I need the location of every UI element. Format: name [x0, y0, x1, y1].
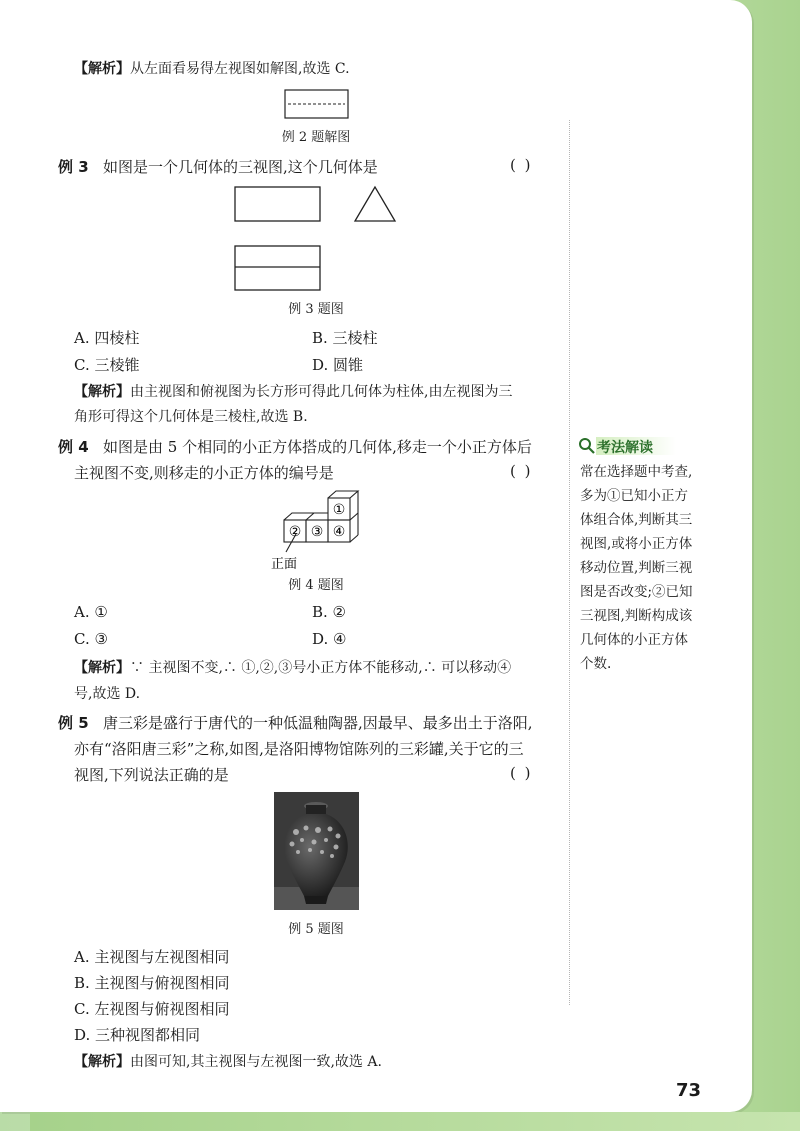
option-d: D. 三种视图都相同	[74, 1026, 201, 1044]
vase-photo	[274, 792, 359, 910]
sidebar-line: 体组合体,判断其三	[580, 512, 693, 528]
front-label: 正面	[271, 557, 298, 572]
answer-paren: ( )	[510, 764, 533, 782]
example-3-solution	[74, 381, 512, 401]
column-divider	[569, 120, 570, 1005]
sidebar-line: 三视图,判断构成该	[580, 608, 693, 624]
solution-line: 角形可得这个几何体是三棱柱,故选 B.	[74, 409, 308, 425]
front-view	[235, 187, 320, 221]
sidebar-line: 图是否改变;②已知	[580, 584, 693, 600]
sidebar-line: 几何体的小正方体	[580, 632, 688, 648]
question-text: 如图是一个几何体的三视图,这个几何体是	[102, 158, 378, 176]
figure-caption: 例 5 题图	[288, 922, 344, 937]
solution-line: 号,故选 D.	[74, 686, 141, 702]
option-c: C. 三棱锥	[74, 356, 140, 374]
option-a: A. 四棱柱	[74, 329, 140, 347]
side-view	[355, 187, 395, 221]
question-line: 视图,下列说法正确的是	[74, 766, 229, 784]
example-number: 例 5	[58, 714, 89, 732]
left-view-figure	[284, 89, 350, 121]
option-a: A. ①	[74, 603, 108, 621]
solution-label: 【解析】	[74, 384, 130, 400]
option-b: B. 三棱柱	[312, 329, 378, 347]
solution-text: 从左面看易得左视图如解图,故选 C.	[130, 61, 350, 77]
question-line: 主视图不变,则移走的小正方体的编号是	[74, 464, 334, 482]
cube-label: ②	[288, 524, 302, 540]
sidebar-line: 多为①已知小正方	[580, 488, 688, 504]
cube-label: ①	[332, 502, 346, 518]
sidebar-line: 视图,或将小正方体	[580, 536, 693, 552]
top-view	[235, 246, 320, 290]
figure-caption: 例 4 题图	[288, 578, 344, 593]
solution-text: 由图可知,其主视图与左视图一致,故选 A.	[130, 1054, 382, 1070]
option-a: A. 主视图与左视图相同	[74, 948, 230, 966]
answer-paren: ( )	[510, 462, 533, 480]
sidebar-line: 移动位置,判断三视	[580, 560, 693, 576]
question-line: 亦有“洛阳唐三彩”之称,如图,是洛阳博物馆陈列的三彩罐,关于它的三	[74, 740, 524, 758]
tri-color-jar-image	[274, 792, 359, 910]
cube-label: ③	[310, 524, 324, 540]
figure-caption: 例 3 题图	[288, 302, 344, 317]
option-c: C. ③	[74, 630, 108, 648]
sidebar-title: 考法解读	[597, 440, 653, 456]
cube-figure	[262, 486, 372, 576]
solution-line: ∵ 主视图不变,∴ ①,②,③号小正方体不能移动,∴ 可以移动④	[130, 660, 512, 676]
sidebar-line: 个数.	[580, 656, 612, 672]
answer-paren: ( )	[510, 156, 533, 174]
example-5-solution	[74, 1051, 382, 1071]
example-4-solution	[74, 657, 511, 677]
option-b: B. 主视图与俯视图相同	[74, 974, 230, 992]
solution-line: 由主视图和俯视图为长方形可得此几何体为柱体,由左视图为三	[130, 384, 513, 400]
example-5-question	[58, 712, 533, 733]
example-number: 例 3	[58, 158, 89, 176]
question-line: 如图是由 5 个相同的小正方体搭成的几何体,移走一个小正方体后	[102, 438, 532, 456]
option-b: B. ②	[312, 603, 347, 621]
solution-label: 【解析】	[74, 660, 130, 676]
three-view-figure	[232, 184, 402, 296]
sidebar-line: 常在选择题中考查,	[580, 464, 693, 480]
figure-caption: 例 2 题解图	[281, 130, 351, 145]
solution-label: 【解析】	[74, 61, 130, 77]
question-line: 唐三彩是盛行于唐代的一种低温釉陶器,因最早、最多出土于洛阳,	[102, 714, 533, 732]
solution-label: 【解析】	[74, 1054, 130, 1070]
bottom-band	[30, 1112, 800, 1131]
option-c: C. 左视图与俯视图相同	[74, 1000, 230, 1018]
intro-solution	[74, 58, 350, 78]
option-d: D. ④	[312, 630, 347, 648]
page-number: 73	[676, 1080, 702, 1101]
sidebar-text	[580, 460, 693, 676]
cube-label: ④	[332, 524, 346, 540]
option-d: D. 圆锥	[312, 356, 364, 374]
magnifier-icon	[578, 437, 596, 455]
example-number: 例 4	[58, 438, 89, 456]
example-4-question	[58, 436, 532, 457]
example-3-question	[58, 156, 378, 177]
